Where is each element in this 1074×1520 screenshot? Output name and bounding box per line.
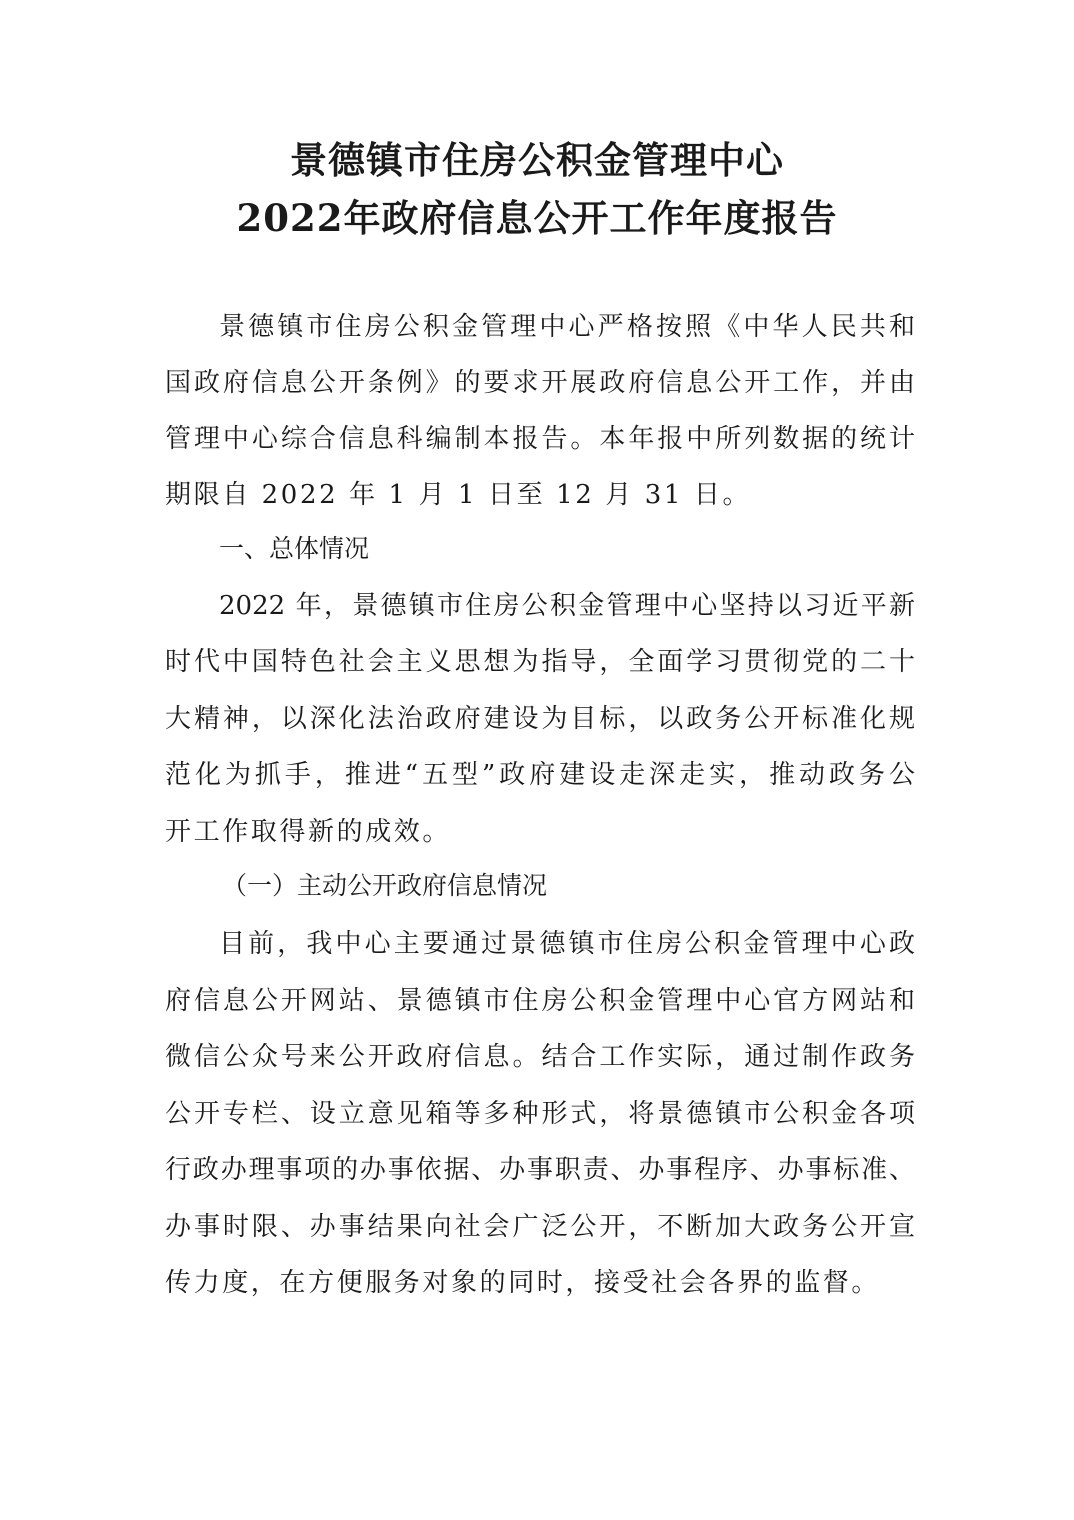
subsection1-line: 公开专栏、设立意见箱等多种形式，将景德镇市公积金各项: [165, 1099, 915, 1129]
document-title-line2: 2022年政府信息公开工作年度报告: [236, 196, 838, 240]
document-title-line1: 景德镇市住房公积金管理中心: [290, 138, 784, 182]
intro-line: 景德镇市住房公积金管理中心严格按照《中华人民共和: [219, 312, 915, 342]
intro-line: 期限自 2022 年 1 月 1 日至 12 月 31 日。: [165, 480, 752, 510]
subsection1-line: 办事时限、办事结果向社会广泛公开，不断加大政务公开宣: [165, 1212, 915, 1242]
subsection1-line: 府信息公开网站、景德镇市住房公积金管理中心官方网站和: [165, 986, 915, 1016]
section1-line: 大精神，以深化法治政府建设为目标，以政务公开标准化规: [165, 704, 915, 734]
intro-line: 管理中心综合信息科编制本报告。本年报中所列数据的统计: [165, 424, 915, 454]
section1-line: 2022 年，景德镇市住房公积金管理中心坚持以习近平新: [219, 591, 915, 621]
subsection1-line: 传力度，在方便服务对象的同时，接受社会各界的监督。: [165, 1268, 881, 1298]
intro-line: 国政府信息公开条例》的要求开展政府信息公开工作，并由: [165, 368, 915, 398]
section1-line: 开工作取得新的成效。: [165, 817, 452, 847]
subsection1-line: 目前，我中心主要通过景德镇市住房公积金管理中心政: [219, 929, 915, 959]
subsection1-line: 微信公众号来公开政府信息。结合工作实际，通过制作政务: [165, 1042, 915, 1072]
section1-line: 时代中国特色社会主义思想为指导，全面学习贯彻党的二十: [165, 647, 915, 677]
section-heading: 一、总体情况: [219, 534, 370, 563]
subsection1-line: 行政办理事项的办事依据、办事职责、办事程序、办事标准、: [165, 1155, 915, 1185]
subsection-heading: （一）主动公开政府信息情况: [222, 871, 548, 900]
section1-line: 范化为抓手，推进“五型”政府建设走深走实，推动政务公: [165, 760, 915, 790]
